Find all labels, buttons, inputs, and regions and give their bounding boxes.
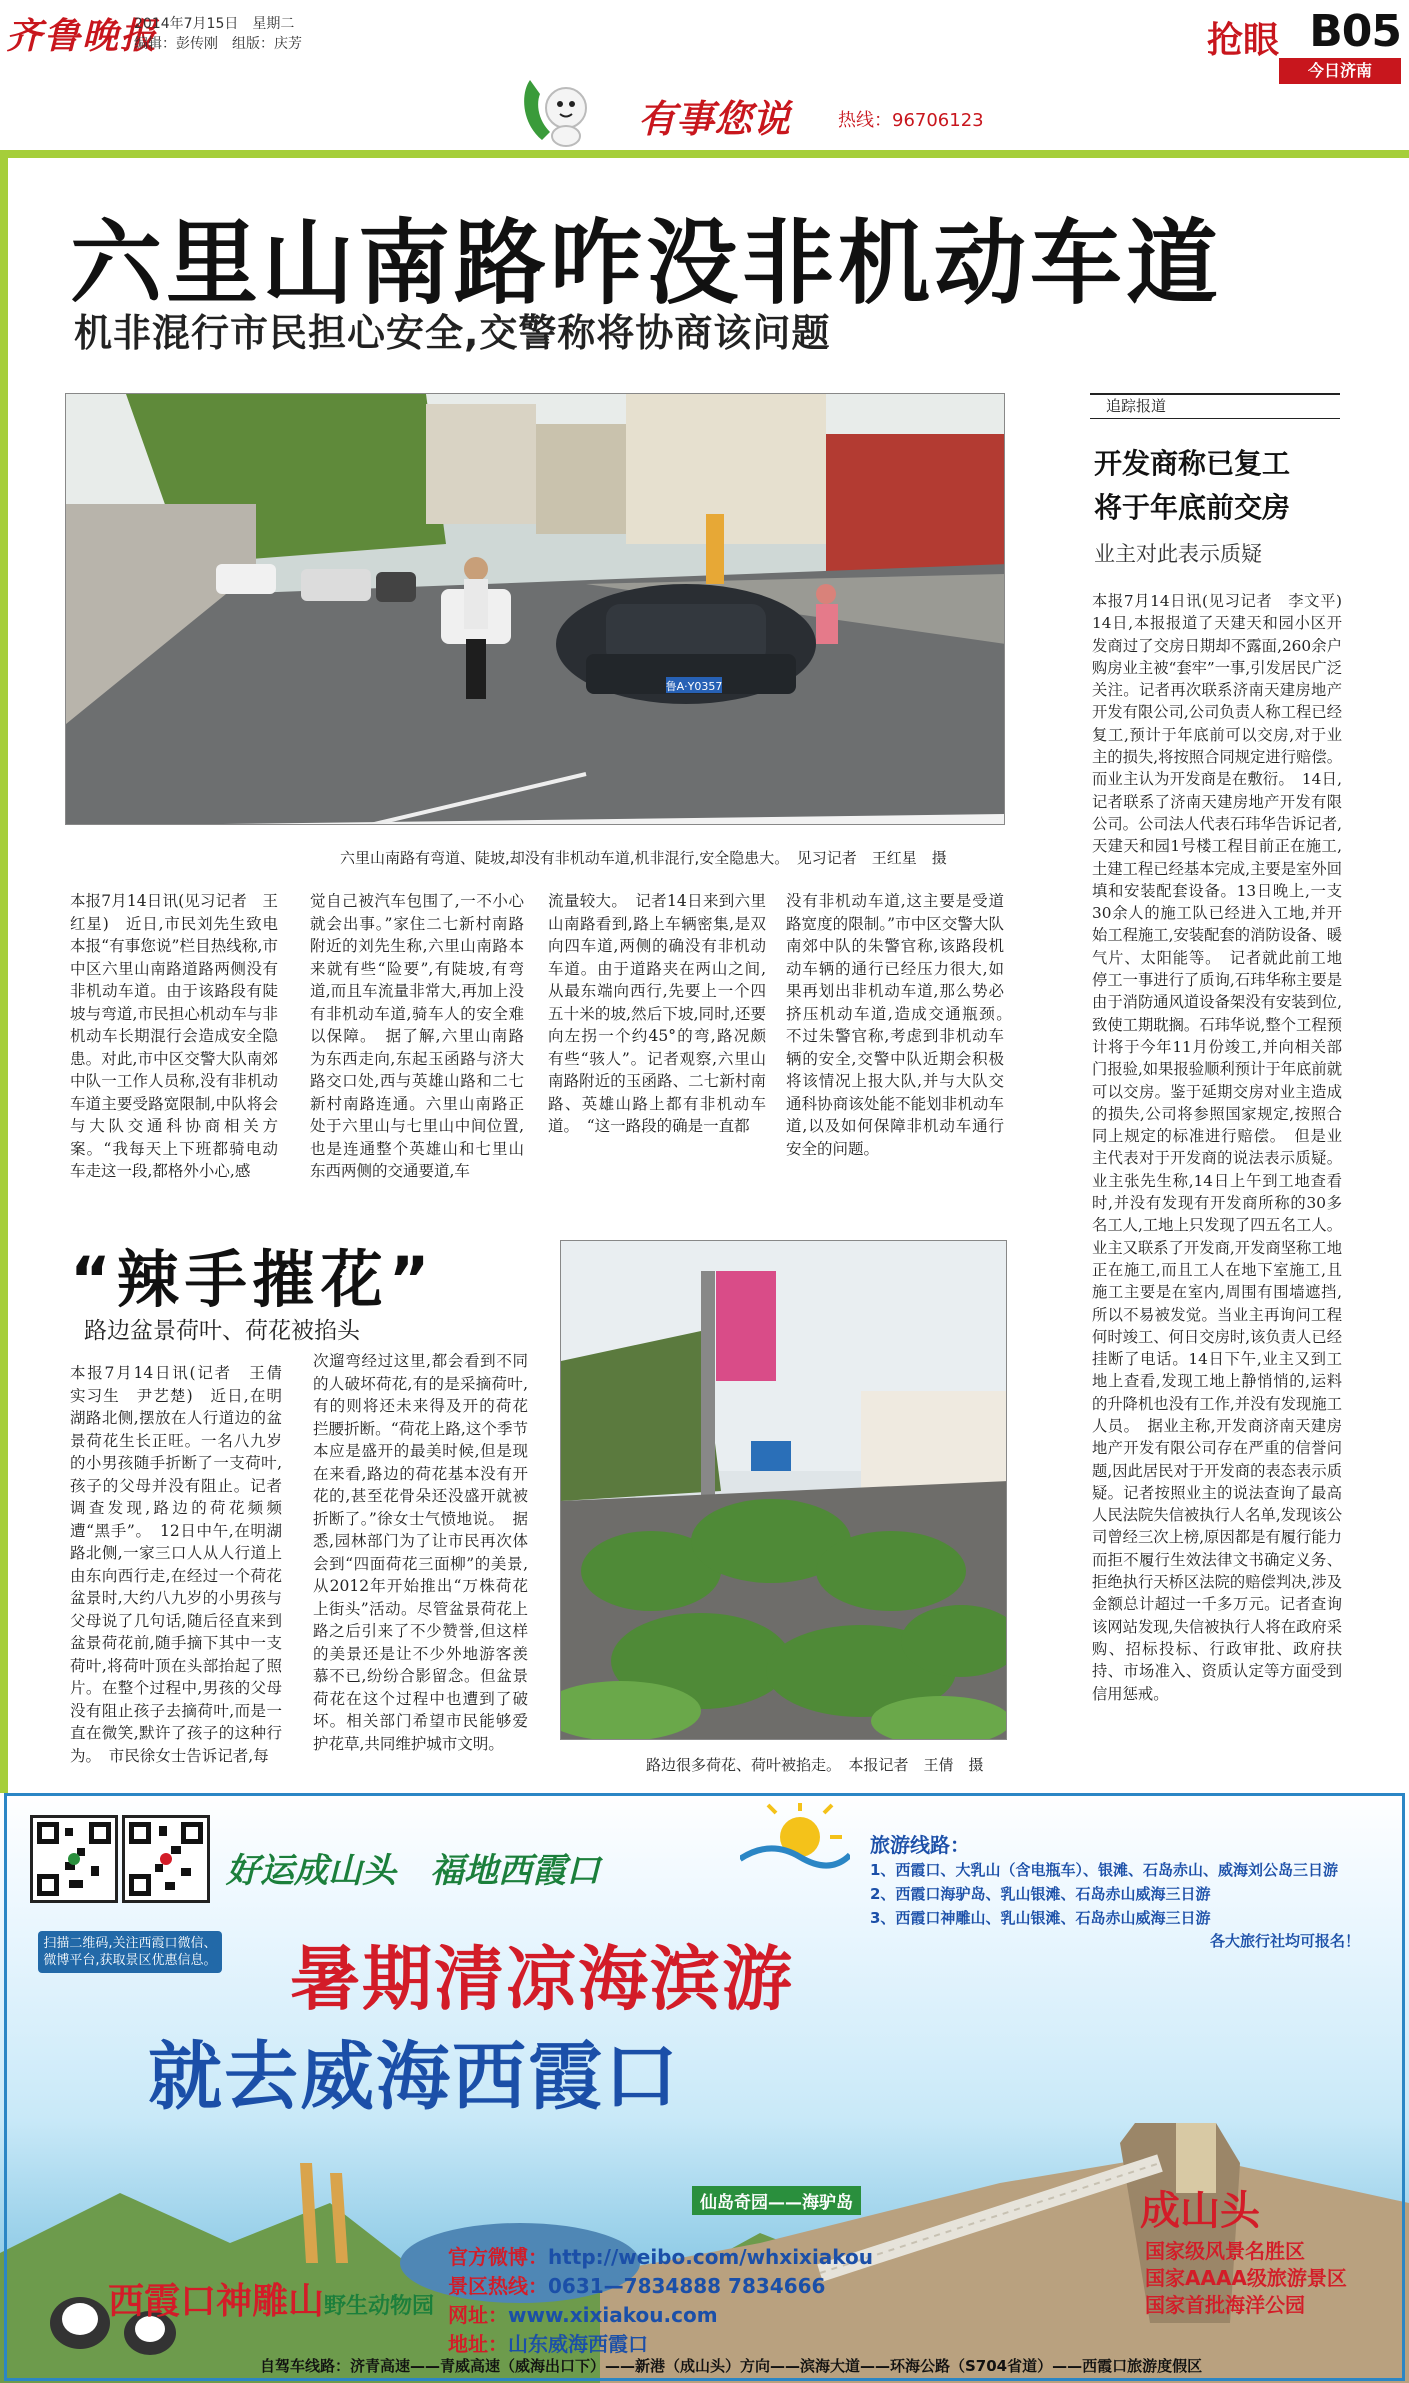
- issue-meta: [134, 14, 302, 54]
- road-scene-illustration: [66, 394, 1005, 825]
- second-headline: “辣手摧花”: [70, 1243, 436, 1316]
- tour-route-item: 3、西霞口神雕山、乳山银滩、石岛赤山威海三日游: [870, 1909, 1211, 1927]
- tour-routes-title: 旅游线路：: [870, 1833, 970, 1857]
- sidebar-headline-line-1: 开发商称已复工: [1094, 447, 1291, 480]
- contact-website[interactable]: 网址：www.xixiakou.com: [448, 2303, 718, 2327]
- contact-hotline: 景区热线：0631—7834888 7834666: [448, 2274, 826, 2298]
- column-hotline: 热线：96706123: [838, 110, 984, 131]
- zoo-title: 西霞口神雕山野生动物园: [108, 2281, 435, 2322]
- road-photo: [65, 393, 1005, 825]
- chengshantou-title: 成山头: [1140, 2188, 1260, 2234]
- sidebar-headline-line-2: 将于年底前交房: [1094, 491, 1291, 524]
- divider-bar: [0, 150, 1409, 158]
- ad-headline-2: 就去威海西霞口: [148, 2034, 680, 2120]
- lotus-scene-illustration: [561, 1241, 1007, 1740]
- sun-icon: [740, 1799, 850, 1869]
- qr-code-icon: [125, 1818, 207, 1900]
- phone-mascot-icon: [516, 70, 598, 152]
- lead-headline: 六里山南路咋没非机动车道: [70, 210, 1223, 317]
- lead-subhead: 机非混行市民担心安全,交警称将协商该问题: [74, 311, 831, 355]
- lead-body-col-1: 本报7月14日讯(见习记者 王红星) 近日,市民刘先生致电本报“有事您说”栏目热线称,市中区六里山南路道路两侧没有非机动车道。由于该路段有陡坡与弯道,市民担心机动车与非机动车长期混行会造成安全隐患。对此,市中区交警大队南郊中队一工作人员称,没有非机动车道主要受路宽限制,中队将会与大队交通科协商相关方案。“我每天上下班都骑电动车走这一段,都格外小心,感: [70, 892, 278, 1180]
- lotus-photo: [560, 1240, 1007, 1740]
- contact-weibo[interactable]: 官方微博：http://weibo.com/whxixiakou: [448, 2245, 874, 2269]
- road-photo-caption: 六里山南路有弯道、陡坡,却没有非机动车道,机非混行,安全隐患大。 见习记者 王红星 摄: [340, 849, 947, 867]
- sidebar-subhead: 业主对此表示质疑: [1094, 542, 1262, 566]
- tour-route-item: 1、西霞口、大乳山（含电瓶车）、银滩、石岛赤山、威海刘公岛三日游: [870, 1861, 1338, 1879]
- contact-address: 地址：山东威海西霞口: [448, 2332, 648, 2356]
- qr-code-icon: [33, 1818, 115, 1900]
- page-number: B05: [1309, 6, 1401, 57]
- tour-routes: [870, 1829, 1400, 1951]
- lead-body-col-2: 觉自己被汽车包围了,一不小心就会出事。”家住二七新村南路附近的刘先生称,六里山南路本来就有些“险要”,有陡坡,有弯道,而且车流量非常大,再加上没有非机动车道,骑车人的安全难以保障。 据了解,六里山南路为东西走向,东起玉函路与济大路交口处,西与英雄山路和二七新村南路连通。六里山南路正处于六里山与七里山中间位置,也是连通整个英雄山和七里山东西两侧的交通要道,车: [310, 892, 524, 1180]
- tourism-advertisement: [0, 1793, 1409, 2383]
- column-banner: [516, 70, 1036, 156]
- ad-scan-instructions: 扫描二维码,关注西霞口微信、微博平台,获取景区优惠信息。: [38, 1931, 222, 1973]
- ad-headline-1: 暑期清凉海滨游: [290, 1938, 794, 2020]
- qr-code-wechat[interactable]: [30, 1815, 118, 1903]
- sidebar-headline: [1094, 442, 1290, 530]
- tour-route-item: 2、西霞口海驴岛、乳山银滩、石岛赤山威海三日游: [870, 1885, 1211, 1903]
- sidebar-body: 本报7月14日讯(见习记者 李文平) 14日,本报报道了天建天和园小区开发商过了交房日期却不露面,260余户购房业主被“套牢”一事,引发居民广泛关注。记者再次联系济南天建房地产开发有限公司,公司负责人称工程已经复工,预计于年底前可以交房,对于业主的损失,将按照合同规定进行赔偿。而业主认为开发商是在敷衍。 14日,记者联系了济南天建房地产开发有限公司。公司法人代表石玮华告诉记者,天建天和园1号楼工程目前正在施工,土建工程已经基本完成,主要是室外回填和安装配套设备。13日晚上,一支30余人的施工队已经进入工地,并开始工程施工,安装配套的消防设备、暖气片、太阳能等。 记者就此前工地停工一事进行了质询,石玮华称主要是由于消防通风道设备架没有安装到位,致使工期耽搁。石玮华说,整个工程预计将于今年11月份竣工,并向相关部门报验,如果报验顺利预计于年底前就可以交房。鉴于延期交房对业主造成的损失,公司将参照国家规定,按照合同上规定的标准进行赔偿。 但是业主代表对于开发商的说法表示质疑。业主张先生称,14日上午到工地查看时,并没有发现有开发商所称的30多名工人,工地上只发现了四五名工人。业主又联系了开发商,开发商坚称工地正在施工,而且工人在地下室施工,且施工主要是在室内,周围有围墙遮挡,所以不易被发觉。当业主再询问工程何时竣工、何日交房时,该负责人已经挂断了电话。14日下午,业主又到工地上查看,发现工地上静悄悄的,运料的升降机也没有工作,并没有发现施工人员。 据业主称,开发商济南天建房地产开发有限公司存在严重的信誉问题,因此居民对于开发商的表态表示质疑。记者按照业主的说法查询了最高人民法院失信被执行人名单,发现该公司曾经三次上榜,原因都是有履行能力而拒不履行生效法律文书确定义务、拒绝执行天桥区法院的赔偿判决,涉及金额总计超过一千多万元。记者查询该网站发现,失信被执行人将在政府采购、招标投标、行政审批、政府扶持、市场准入、资质认定等方面受到信用惩戒。: [1092, 592, 1358, 1703]
- sidebar-tag: 追踪报道: [1090, 393, 1340, 419]
- chengshantou-honors: 国家级风景名胜区 国家AAAA级旅游景区 国家首批海洋公园: [1145, 2239, 1347, 2317]
- second-body-col-2: 次遛弯经过这里,都会看到不同的人破坏荷花,有的是采摘荷叶,有的则将还未来得及开的荷花拦腰折断。“荷花上路,这个季节本应是盛开的最美时候,但是现在来看,路边的荷花基本没有开花的,甚至花骨朵还没盛开就被折断了。”徐女士气愤地说。 据悉,园林部门为了让市民再次体会到“四面荷花三面柳”的美景,从2012年开始推出“万株荷花上街头”活动。尽管盆景荷花上路之后引来了不少赞誉,但这样的美景还是让不少外地游客羡慕不已,纷纷合影留念。但盆景荷花在这个过程中也遭到了破坏。相关部门希望市民能够爱护花草,共同维护城市文明。: [313, 1352, 528, 1753]
- ad-slogan: 好运成山头 福地西霞口: [226, 1851, 600, 1891]
- lead-body-col-3: 流量较大。 记者14日来到六里山南路看到,路上车辆密集,是双向四车道,两侧的确没有非机动车道。由于道路夹在两山之间,从最东端向西行,先要上一个四五十米的坡,然后下坡,同时,还要向左拐一个约45°的弯,路况颇有些“骇人”。记者观察,六里山南路附近的玉函路、二七新村南路、英雄山路上都有非机动车道。 “这一路段的确是一直都: [548, 892, 766, 1135]
- lotus-photo-caption: 路边很多荷花、荷叶被掐走。 本报记者 王倩 摄: [646, 1756, 984, 1774]
- column-title: 有事您说: [638, 97, 791, 141]
- second-body-col-1: 本报7月14日讯(记者 王倩 实习生 尹艺楚) 近日,在明湖路北侧,摆放在人行道边的盆景荷花生长正旺。一名八九岁的小男孩随手折断了一支荷叶,孩子的父母并没有阻止。记者调查发现,路边的荷花频频遭“黑手”。 12日中午,在明湖路北侧,一家三口人从人行道上由东向西行走,在经过一个荷花盆景时,大约八九岁的小男孩与父母说了几句话,随后径直来到盆景荷花前,随手摘下其中一支荷叶,将荷叶顶在头部抬起了照片。在整个过程中,男孩的父母没有阻止孩子去摘荷叶,而是一直在微笑,默许了孩子的这种行为。 市民徐女士告诉记者,每: [70, 1364, 298, 1765]
- qr-code-weibo[interactable]: [122, 1815, 210, 1903]
- lead-body-col-4: 没有非机动车道,这主要是受道路宽度的限制。”市中区交警大队南郊中队的朱警官称,该路段机动车辆的通行已经压力很大,如果再划出非机动车道,那么势必挤压机动车道,造成交通瓶颈。 不过朱警官称,考虑到非机动车辆的安全,交警中队近期会积极将该情况上报大队,并与大队交通科协商该处能不能划非机动车道,以及如何保障非机动车通行安全的问题。: [786, 892, 1020, 1158]
- driving-route: 自驾车线路：济青高速——青威高速（威海出口下）——新港（成山头）方向——滨海大道——环海公路（S704省道）——西霞口旅游度假区: [260, 2357, 1203, 2375]
- editor-credits: 编辑：彭传刚 组版：庆芳: [134, 36, 302, 52]
- ad-contact-block: [448, 2243, 873, 2359]
- section-title: 抢眼: [1206, 20, 1279, 61]
- tour-routes-note: 各大旅行社均可报名！: [1209, 1932, 1360, 1950]
- second-subhead: 路边盆景荷叶、荷花被掐头: [84, 1318, 360, 1344]
- subsection-badge: 今日济南: [1279, 58, 1401, 84]
- paper-name: 齐鲁晚报: [6, 15, 159, 57]
- issue-date: 2014年7月15日 星期二: [134, 16, 295, 32]
- island-label: 仙岛奇园——海驴岛: [692, 2186, 861, 2215]
- license-plate-text: 鲁A·Y0357: [665, 680, 723, 693]
